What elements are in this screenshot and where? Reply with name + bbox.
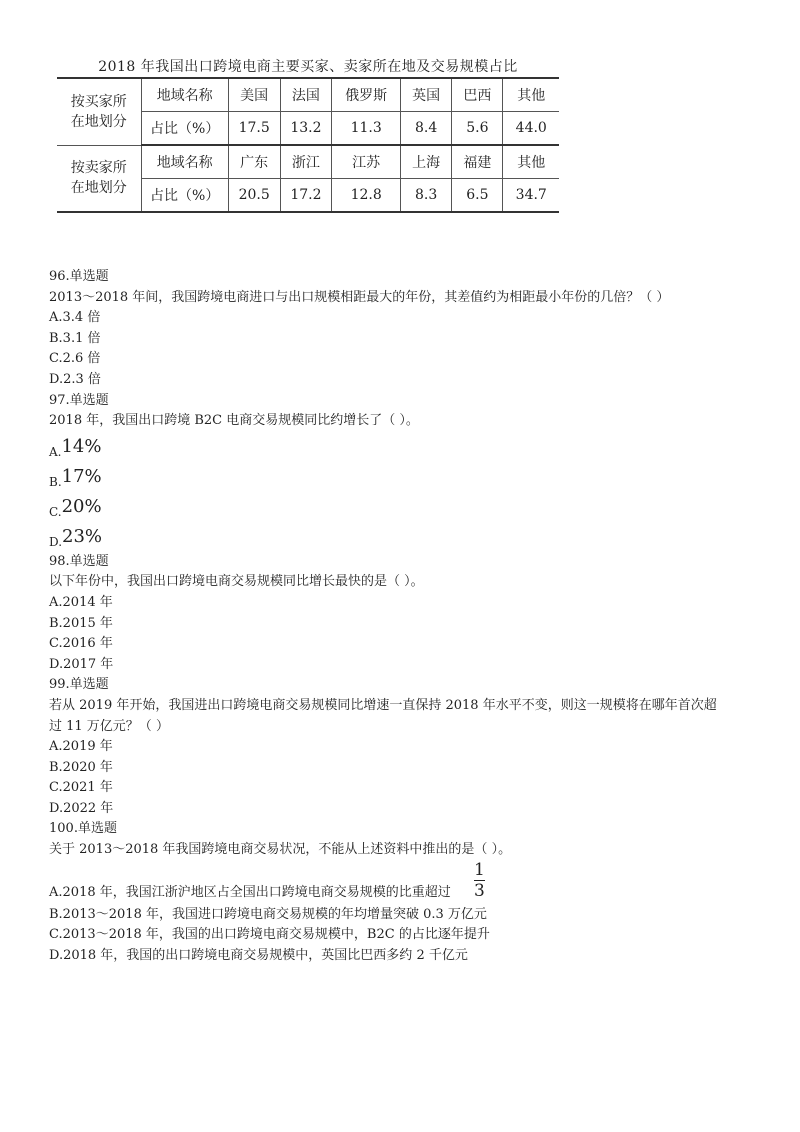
- question-header: 99.单选题: [49, 677, 109, 693]
- table-cell: 俄罗斯: [332, 78, 401, 112]
- option-prefix: D.: [49, 534, 63, 549]
- fraction-denominator: 3: [474, 880, 485, 901]
- table-row: [57, 145, 559, 179]
- table-cell: 5.6: [452, 112, 503, 146]
- option-c[interactable]: C.2021 年: [49, 780, 113, 796]
- option-c[interactable]: C.2.6 倍: [49, 351, 101, 367]
- option-c[interactable]: C.2013～2018 年，我国的出口跨境电商交易规模中，B2C 的占比逐年提升: [49, 927, 490, 943]
- table-cell: 20.5: [228, 179, 280, 213]
- table-cell: 广东: [228, 145, 280, 179]
- table-row: [57, 78, 559, 112]
- option-value: 14%: [61, 435, 102, 457]
- question-stem: 若从 2019 年开始，我国进出口跨境电商交易规模同比增速一直保持 2018 年水平不变，则这一规模将在哪年首次超: [49, 697, 717, 713]
- fraction: [474, 861, 485, 900]
- option-prefix: A.: [49, 444, 62, 459]
- option-c[interactable]: C.2016 年: [49, 636, 113, 652]
- question-stem: 关于 2013～2018 年我国跨境电商交易状况，不能从上述资料中推出的是（ ）。: [49, 842, 512, 858]
- option-b[interactable]: B.2015 年: [49, 615, 113, 631]
- table-cell: 浙江: [280, 145, 332, 179]
- group-label-line: 按买家所: [70, 93, 127, 110]
- option-prefix: B.: [49, 474, 62, 489]
- table-cell: 其他: [503, 78, 559, 112]
- table-cell: 11.3: [332, 112, 401, 146]
- question-header: 96.单选题: [49, 269, 109, 284]
- table-cell: 江苏: [332, 145, 401, 179]
- row-header: 占比（%）: [141, 112, 228, 146]
- option-text: A.2018 年，我国江浙沪地区占全国出口跨境电商交易规模的比重超过: [49, 884, 451, 900]
- question-stem: 以下年份中，我国出口跨境电商交易规模同比增长最快的是（ ）。: [49, 574, 424, 590]
- table-title: 2018 年我国出口跨境电商主要买家、卖家所在地及交易规模占比: [98, 59, 518, 75]
- question-header: 98.单选题: [49, 553, 109, 569]
- table-cell: 34.7: [503, 179, 559, 213]
- option-b[interactable]: B.2013～2018 年，我国进口跨境电商交易规模的年均增量突破 0.3 万亿元: [49, 906, 487, 922]
- option-a[interactable]: A.2014 年: [49, 594, 113, 610]
- table-cell: 美国: [228, 78, 280, 112]
- row-header: 占比（%）: [141, 179, 228, 213]
- buyer-group-label: [57, 78, 141, 145]
- table-cell: 13.2: [280, 112, 332, 146]
- table-cell: 12.8: [332, 179, 401, 213]
- seller-group-label: [57, 145, 141, 212]
- option-value: 23%: [62, 525, 103, 547]
- option-b[interactable]: [49, 462, 769, 492]
- question-stem: 2018 年，我国出口跨境 B2C 电商交易规模同比约增长了（ ）。: [49, 413, 419, 429]
- table-cell: 上海: [401, 145, 452, 179]
- option-d[interactable]: D.2018 年，我国的出口跨境电商交易规模中，英国比巴西多约 2 千亿元: [49, 947, 468, 963]
- table-cell: 福建: [452, 145, 503, 179]
- option-d[interactable]: D.2022 年: [49, 800, 114, 816]
- option-prefix: C.: [49, 504, 62, 519]
- option-b[interactable]: B.3.1 倍: [49, 330, 101, 346]
- option-d[interactable]: [49, 522, 769, 552]
- group-label-line: 在地划分: [70, 113, 127, 130]
- option-a[interactable]: [49, 861, 769, 905]
- option-d[interactable]: D.2017 年: [49, 656, 114, 672]
- option-b[interactable]: B.2020 年: [49, 759, 113, 775]
- table-cell: 6.5: [452, 179, 503, 213]
- row-header: 地域名称: [141, 145, 228, 179]
- fraction-numerator: 1: [474, 859, 485, 880]
- option-a[interactable]: [49, 432, 769, 462]
- question-stem: 过 11 万亿元？（ ）: [49, 718, 169, 734]
- option-value: 17%: [61, 465, 102, 487]
- question-header: 97.单选题: [49, 392, 109, 408]
- question-stem: 2013～2018 年间，我国跨境电商进口与出口规模相距最大的年份，其差值约为相距最小年份的几倍？（ ）: [49, 289, 670, 305]
- table-cell: 巴西: [452, 78, 503, 112]
- row-header: 地域名称: [141, 78, 228, 112]
- table-cell: 其他: [503, 145, 559, 179]
- option-d[interactable]: D.2.3 倍: [49, 371, 101, 387]
- option-value: 20%: [61, 495, 102, 517]
- share-table: [57, 77, 559, 213]
- table-cell: 英国: [401, 78, 452, 112]
- table-cell: 17.2: [280, 179, 332, 213]
- group-label-line: 在地划分: [70, 180, 127, 197]
- option-a[interactable]: A.2019 年: [49, 739, 113, 755]
- table-cell: 17.5: [228, 112, 280, 146]
- table-cell: 8.3: [401, 179, 452, 213]
- question-header: 100.单选题: [49, 821, 117, 837]
- option-a[interactable]: A.3.4 倍: [49, 310, 101, 326]
- table-cell: 44.0: [503, 112, 559, 146]
- question-list: [49, 267, 769, 966]
- option-c[interactable]: [49, 492, 769, 522]
- table-cell: 法国: [280, 78, 332, 112]
- table-cell: 8.4: [401, 112, 452, 146]
- group-label-line: 按卖家所: [70, 160, 127, 177]
